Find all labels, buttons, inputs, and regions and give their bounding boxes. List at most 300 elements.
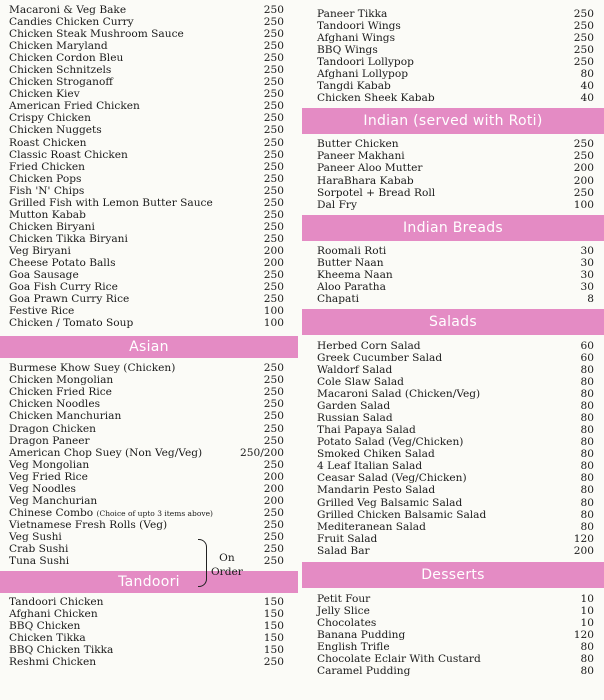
menu-item-name-text: Grilled Veg Balsamic Salad <box>317 496 463 509</box>
menu-item-price: 100 <box>263 305 284 318</box>
menu-item-name-text: Chicken Noodles <box>9 398 101 411</box>
menu-item-name <box>317 20 401 32</box>
menu-item <box>0 124 298 136</box>
menu-item-name-text: Greek Cucumber Salad <box>317 351 443 364</box>
menu-item-price: 250 <box>573 20 594 33</box>
menu-item-price: 80 <box>580 424 594 437</box>
menu-item-name-text: 4 Leaf Italian Salad <box>317 460 423 473</box>
menu-item-name <box>9 64 111 76</box>
menu-item-name-text: Veg Noodles <box>9 482 76 495</box>
menu-item-price: 250 <box>263 172 284 185</box>
menu-item-name-text: Crab Sushi <box>9 542 69 555</box>
menu-item-name <box>9 596 104 608</box>
menu-item <box>0 293 298 305</box>
menu-item <box>302 56 604 68</box>
menu-item <box>0 305 298 317</box>
menu-item-price: 30 <box>580 244 594 257</box>
asian-list <box>0 362 298 567</box>
menu-item-name <box>9 269 79 281</box>
menu-item <box>302 245 604 257</box>
menu-item <box>0 52 298 64</box>
menu-item-price: 250 <box>263 542 284 555</box>
menu-item <box>302 472 604 484</box>
menu-item <box>0 656 298 668</box>
menu-item-name-text: Tandoori Lollypop <box>317 56 414 69</box>
menu-item-name-text: Butter Chicken <box>317 138 399 151</box>
menu-item-name-text: Thai Papaya Salad <box>317 424 416 437</box>
menu-item <box>0 112 298 124</box>
menu-item-name <box>9 257 116 269</box>
menu-item-name <box>9 149 128 161</box>
menu-item-price: 8 <box>587 292 594 305</box>
section-header-desserts: Desserts <box>302 562 604 588</box>
menu-item-price: 250 <box>263 269 284 282</box>
menu-item-name <box>9 362 175 374</box>
menu-item <box>0 100 298 112</box>
menu-item-price: 80 <box>580 496 594 509</box>
menu-item-name <box>317 138 399 150</box>
menu-item-price: 250 <box>263 555 284 568</box>
menu-item-name-text: Chicken Mongolian <box>9 374 114 387</box>
menu-item-name <box>9 185 84 197</box>
menu-item-name <box>9 620 80 632</box>
menu-item-price: 200 <box>263 470 284 483</box>
menu-item-name <box>317 629 405 641</box>
menu-item <box>302 92 604 104</box>
menu-item-name <box>9 519 167 531</box>
menu-item <box>0 149 298 161</box>
menu-item-price: 200 <box>573 174 594 187</box>
menu-item <box>302 641 604 653</box>
menu-item-name-text: Roast Chicken <box>9 136 87 149</box>
menu-item-name <box>317 245 386 257</box>
menu-item-price: 150 <box>263 608 284 621</box>
menu-item <box>302 460 604 472</box>
menu-item-name-text: Chicken Steak Mushroom Sauce <box>9 28 184 41</box>
menu-item <box>302 436 604 448</box>
menu-item-price: 250 <box>573 138 594 151</box>
menu-item-price: 250 <box>263 184 284 197</box>
menu-item-name-text: Sorpotel + Bread Roll <box>317 186 436 199</box>
menu-item-price: 80 <box>580 520 594 533</box>
menu-item <box>302 138 604 150</box>
menu-item-name-text: Mandarin Pesto Salad <box>317 484 436 497</box>
menu-item-name <box>9 423 96 435</box>
menu-item-price: 250 <box>263 16 284 29</box>
menu-item-name-text: Afghani Chicken <box>9 608 98 621</box>
menu-item <box>0 644 298 656</box>
menu-item <box>302 199 604 211</box>
menu-item-name-text: Tandoori Wings <box>317 20 401 33</box>
menu-item-price: 250 <box>263 112 284 125</box>
menu-item <box>0 495 298 507</box>
menu-item-name-text: Butter Naan <box>317 256 384 269</box>
menu-item-name <box>317 8 387 20</box>
menu-item-name-text: Tuna Sushi <box>9 555 70 568</box>
menu-item-price: 250 <box>263 232 284 245</box>
menu-item-name <box>9 435 90 447</box>
menu-item-name-text: Crispy Chicken <box>9 112 91 125</box>
menu-item-price: 250 <box>263 506 284 519</box>
section-header-indian-breads: Indian Breads <box>302 215 604 241</box>
menu-item-price: 250 <box>263 410 284 423</box>
menu-item-name-text: Mediteranean Salad <box>317 520 426 533</box>
menu-item-price: 200 <box>263 256 284 269</box>
menu-item-name <box>317 44 378 56</box>
menu-item-name <box>9 656 96 668</box>
menu-item-name-text: Chicken Schnitzels <box>9 64 112 77</box>
menu-item-name <box>9 281 118 293</box>
menu-item-name <box>9 76 113 88</box>
menu-item-name-text: Chocolate Eclair With Custard <box>317 652 481 665</box>
menu-item-price: 150 <box>263 644 284 657</box>
menu-item-name <box>9 124 102 136</box>
left-menu-column <box>0 0 298 668</box>
menu-item-name-text: Caramel Pudding <box>317 665 411 678</box>
menu-item-name-text: Veg Manchurian <box>9 494 98 507</box>
menu-item-price: 30 <box>580 268 594 281</box>
menu-item-name <box>317 593 370 605</box>
menu-item-name <box>317 448 435 460</box>
menu-item-name-text: Herbed Corn Salad <box>317 339 421 352</box>
menu-item-name-text: Classic Roast Chicken <box>9 148 128 161</box>
menu-item-price: 150 <box>263 596 284 609</box>
menu-item-name <box>317 257 384 269</box>
menu-item-name <box>9 209 86 221</box>
menu-item-name-text: Dragon Paneer <box>9 434 90 447</box>
menu-item-name <box>9 173 81 185</box>
menu-item-price: 80 <box>580 68 594 81</box>
menu-item-name <box>9 293 129 305</box>
menu-item-name <box>9 398 100 410</box>
menu-item-name <box>317 460 422 472</box>
menu-item <box>0 28 298 40</box>
menu-item-price: 200 <box>263 244 284 257</box>
menu-item-price: 10 <box>580 604 594 617</box>
menu-item-name-text: BBQ Chicken Tikka <box>9 644 114 657</box>
menu-item-name <box>317 340 421 352</box>
menu-item-name-text: Goa Prawn Curry Rice <box>9 293 130 306</box>
menu-item-name-text: Chicken Manchurian <box>9 410 122 423</box>
menu-item-name <box>9 459 89 471</box>
menu-item-name-text: BBQ Chicken <box>9 620 81 633</box>
menu-item <box>0 620 298 632</box>
menu-item <box>0 233 298 245</box>
menu-item-name-text: Chicken Nuggets <box>9 124 102 137</box>
menu-item-name-text: Macaroni & Veg Bake <box>9 4 127 16</box>
menu-item <box>0 423 298 435</box>
menu-item-name-text: Fruit Salad <box>317 532 378 545</box>
menu-item-price: 250 <box>573 44 594 57</box>
menu-item-name <box>317 269 393 281</box>
menu-item <box>302 545 604 557</box>
menu-item-name-text: BBQ Wings <box>317 44 378 57</box>
menu-item-price: 250 <box>263 434 284 447</box>
menu-item <box>0 398 298 410</box>
menu-item <box>0 596 298 608</box>
menu-item-name <box>317 545 370 557</box>
menu-item <box>0 40 298 52</box>
on-order-line1: On <box>219 552 235 564</box>
menu-item-name-text: Goa Fish Curry Rice <box>9 281 118 294</box>
menu-item-name <box>317 412 393 424</box>
menu-item <box>302 509 604 521</box>
menu-item-price: 250 <box>263 458 284 471</box>
menu-item-name <box>9 483 76 495</box>
menu-item-name <box>317 352 442 364</box>
menu-item-name-text: Aloo Paratha <box>317 280 386 293</box>
menu-item-name <box>317 533 377 545</box>
menu-item-name-text: Chicken Tikka Biryani <box>9 232 128 245</box>
menu-item <box>302 352 604 364</box>
menu-item <box>0 137 298 149</box>
menu-item-name-text: Chicken Sheek Kabab <box>317 92 435 105</box>
menu-item-name <box>9 52 123 64</box>
menu-item <box>302 293 604 305</box>
menu-item-name <box>317 617 376 629</box>
menu-item <box>0 88 298 100</box>
menu-item <box>302 162 604 174</box>
menu-item <box>0 447 298 459</box>
menu-item-price: 10 <box>580 616 594 629</box>
menu-item-name-text: Dragon Chicken <box>9 422 96 435</box>
menu-item-price: 200 <box>573 162 594 175</box>
menu-item <box>0 362 298 374</box>
menu-item <box>0 483 298 495</box>
menu-item-price: 250 <box>263 148 284 161</box>
menu-item-price: 80 <box>580 652 594 665</box>
menu-item-name <box>9 28 184 40</box>
menu-item-name-text: Macaroni Salad (Chicken/Veg) <box>317 388 481 401</box>
menu-item-price: 250 <box>263 398 284 411</box>
menu-item-price: 250 <box>263 100 284 113</box>
menu-item <box>0 209 298 221</box>
menu-item-price: 120 <box>573 628 594 641</box>
menu-item-name <box>317 400 390 412</box>
menu-item-price: 80 <box>580 388 594 401</box>
menu-item <box>0 185 298 197</box>
menu-item-price: 250 <box>263 656 284 669</box>
menu-item <box>0 161 298 173</box>
menu-item <box>0 531 298 543</box>
menu-item-price: 150 <box>263 632 284 645</box>
menu-item-name <box>317 293 359 305</box>
menu-item-name-text: Paneer Tikka <box>317 8 388 20</box>
menu-item-name-text: Afghani Lollypop <box>317 68 408 81</box>
menu-item <box>302 593 604 605</box>
on-order-line2: Order <box>211 566 243 578</box>
menu-item-note: (Choice of upto 3 items above) <box>96 508 213 518</box>
salads-list <box>302 340 604 557</box>
menu-item-name <box>317 80 391 92</box>
menu-item <box>0 4 298 16</box>
menu-item-name <box>317 92 435 104</box>
menu-item-name-text: Cole Slaw Salad <box>317 376 404 389</box>
menu-item-name <box>9 40 108 52</box>
menu-item <box>0 269 298 281</box>
menu-item-name <box>9 88 80 100</box>
menu-item-price: 250 <box>263 88 284 101</box>
menu-item-name-text: Chicken Maryland <box>9 40 108 53</box>
menu-item-price: 250 <box>573 32 594 45</box>
menu-item <box>0 386 298 398</box>
menu-item <box>302 448 604 460</box>
menu-item-price: 250/200 <box>239 446 284 459</box>
menu-item-name <box>317 641 390 653</box>
section-header-tandoori: Tandoori <box>0 571 298 593</box>
menu-item <box>302 533 604 545</box>
menu-item-price: 250 <box>263 28 284 41</box>
menu-item-name-text: Tangdi Kabab <box>317 80 391 93</box>
menu-item-name-text: Fish 'N' Chips <box>9 184 85 197</box>
menu-item <box>0 317 298 329</box>
menu-item-name <box>317 665 410 677</box>
menu-item <box>0 410 298 422</box>
indian-list <box>302 138 604 210</box>
menu-item-name <box>9 197 213 209</box>
menu-item-name <box>317 199 357 211</box>
menu-item <box>0 543 298 555</box>
menu-item-price: 80 <box>580 508 594 521</box>
menu-item-name <box>317 162 422 174</box>
menu-item-price: 80 <box>580 460 594 473</box>
menu-item-name <box>317 484 435 496</box>
menu-item-name-text: Goa Sausage <box>9 269 79 282</box>
menu-item-name <box>317 56 414 68</box>
menu-item-name-text: Burmese Khow Suey (Chicken) <box>9 362 176 375</box>
menu-item-price: 100 <box>263 317 284 330</box>
menu-item-name <box>317 424 416 436</box>
menu-item-name <box>9 16 134 28</box>
menu-item <box>0 281 298 293</box>
menu-item <box>0 555 298 567</box>
menu-item-name <box>9 137 87 149</box>
menu-item <box>302 175 604 187</box>
menu-item <box>0 197 298 209</box>
menu-item-name-text: Ceasar Salad (Veg/Chicken) <box>317 472 467 485</box>
menu-item-name-text: Roomali Roti <box>317 244 387 257</box>
menu-item-name <box>317 376 404 388</box>
menu-item-name <box>317 436 463 448</box>
menu-item-price: 200 <box>263 482 284 495</box>
menu-item <box>0 519 298 531</box>
menu-item-name <box>317 521 426 533</box>
menu-item-name <box>9 555 69 567</box>
menu-item-name-text: Cheese Potato Balls <box>9 256 116 269</box>
menu-item-name <box>317 509 486 521</box>
menu-item-price: 80 <box>580 436 594 449</box>
menu-item-name-text: Chicken Stroganoff <box>9 76 113 89</box>
tandoori-continued-list <box>302 8 604 104</box>
menu-item-price: 80 <box>580 665 594 678</box>
menu-item-name-text: Mutton Kabab <box>9 208 86 221</box>
menu-item <box>302 364 604 376</box>
menu-item <box>302 150 604 162</box>
menu-item-name <box>317 388 480 400</box>
menu-item-price: 30 <box>580 280 594 293</box>
menu-item-price: 250 <box>573 56 594 69</box>
menu-item-name-text: Russian Salad <box>317 412 393 425</box>
menu-item <box>0 221 298 233</box>
menu-item-price: 60 <box>580 351 594 364</box>
menu-item-price: 200 <box>263 494 284 507</box>
section-header-indian: Indian (served with Roti) <box>302 108 604 134</box>
menu-item-price: 60 <box>580 339 594 352</box>
menu-item-name-text: Chapati <box>317 292 359 305</box>
menu-item-price: 250 <box>263 281 284 294</box>
menu-item-name <box>9 608 98 620</box>
menu-item <box>302 187 604 199</box>
menu-item-name-text: Chicken Pops <box>9 172 82 185</box>
menu-item-name-text: Chocolates <box>317 616 377 629</box>
on-order-note <box>211 551 243 579</box>
right-menu-column <box>302 0 604 677</box>
menu-item <box>302 400 604 412</box>
menu-item-name <box>9 233 128 245</box>
menu-item-name <box>9 100 140 112</box>
menu-item-price: 250 <box>263 40 284 53</box>
menu-item <box>302 605 604 617</box>
menu-item-price: 200 <box>573 544 594 557</box>
menu-item <box>302 412 604 424</box>
menu-item-name <box>9 644 113 656</box>
menu-item-name <box>9 305 74 317</box>
menu-item-price: 250 <box>263 422 284 435</box>
menu-item-name-text: Garden Salad <box>317 400 391 413</box>
menu-item-price: 80 <box>580 448 594 461</box>
menu-item-price: 250 <box>263 4 284 16</box>
menu-item <box>302 80 604 92</box>
menu-item-name <box>9 374 113 386</box>
menu-item-name <box>317 653 481 665</box>
menu-item <box>302 281 604 293</box>
menu-item-price: 80 <box>580 376 594 389</box>
menu-item-name-text: Candies Chicken Curry <box>9 16 134 29</box>
menu-item-name-text: Grilled Chicken Balsamic Salad <box>317 508 487 521</box>
menu-item-name-text: American Fried Chicken <box>9 100 140 113</box>
menu-item-price: 250 <box>263 208 284 221</box>
menu-item-name-text: Chicken Kiev <box>9 88 80 101</box>
menu-item-name-text: Afghani Wings <box>317 32 396 45</box>
menu-item-name-text: Salad Bar <box>317 544 370 557</box>
menu-item <box>302 617 604 629</box>
menu-item-price: 80 <box>580 412 594 425</box>
section-header-asian: Asian <box>0 336 298 358</box>
menu-item-name <box>9 4 126 16</box>
menu-item-price: 250 <box>263 136 284 149</box>
menu-item-name <box>317 187 435 199</box>
menu-item-price: 250 <box>263 362 284 375</box>
menu-item-name <box>317 175 414 187</box>
menu-item-name-text: Chicken Biryani <box>9 220 95 233</box>
menu-item-price: 250 <box>263 518 284 531</box>
desserts-list <box>302 593 604 677</box>
menu-item-price: 80 <box>580 400 594 413</box>
menu-item-name-text: HaraBhara Kabab <box>317 174 414 187</box>
menu-item <box>0 435 298 447</box>
menu-item-name-text: Kheema Naan <box>317 268 393 281</box>
menu-item-price: 250 <box>263 52 284 65</box>
menu-item-price: 250 <box>573 8 594 20</box>
section-header-salads: Salads <box>302 309 604 335</box>
main-course-list <box>0 4 298 329</box>
menu-item-name-text: Reshmi Chicken <box>9 656 97 669</box>
menu-item-name-text: Paneer Aloo Mutter <box>317 162 423 175</box>
menu-item <box>302 376 604 388</box>
menu-item-name <box>9 221 95 233</box>
menu-item <box>0 173 298 185</box>
menu-item-name-text: Chicken / Tomato Soup <box>9 317 134 330</box>
